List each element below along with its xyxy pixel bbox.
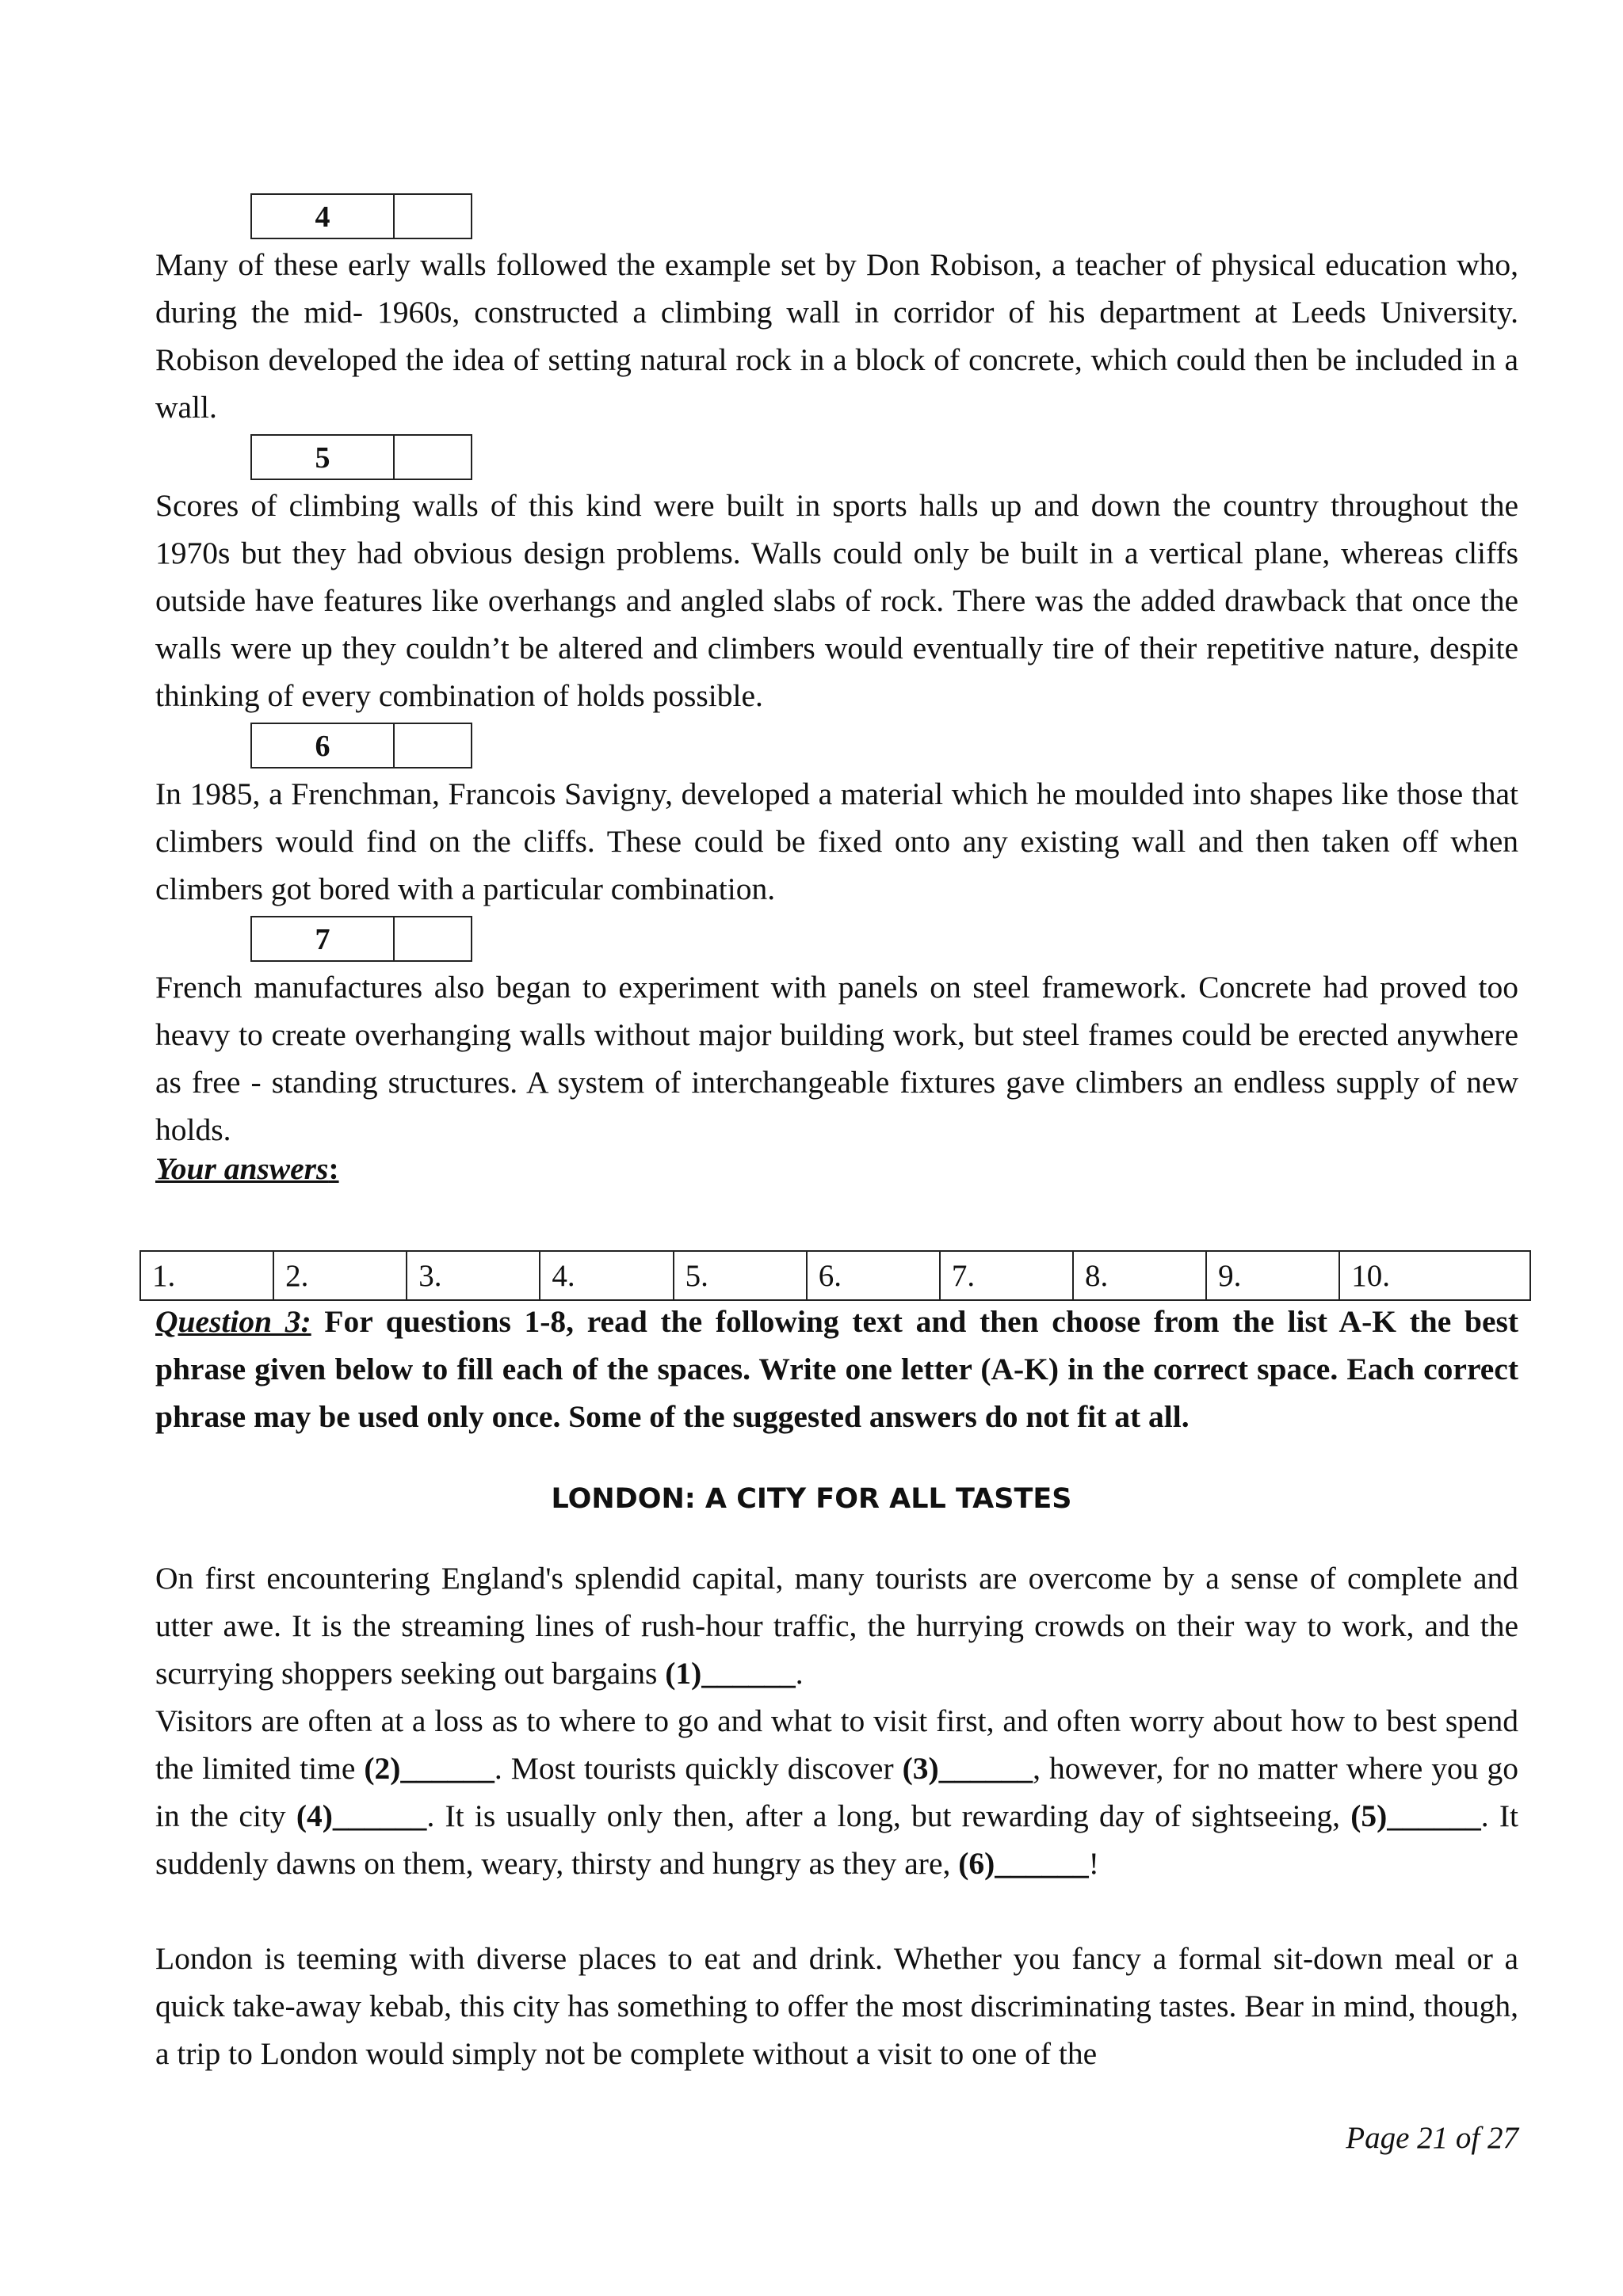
passage-text: ! [1088, 1846, 1099, 1881]
paragraph-number-box [250, 723, 472, 769]
answer-cell[interactable] [395, 195, 471, 238]
passage-paragraph-1 [155, 1554, 1518, 1697]
answer-cell[interactable] [395, 917, 471, 960]
paragraph-number-box [250, 193, 472, 239]
passage-text: . It is usually only then, after a long, but rewarding day of sightseeing, [426, 1798, 1351, 1833]
answers-label [155, 1150, 339, 1187]
answer-cell-3[interactable]: 3. [407, 1251, 540, 1300]
answer-cell-8[interactable]: 8. [1073, 1251, 1206, 1300]
question-3-text: For questions 1-8, read the following text and then choose from the list A-K the best phrase given below to fill each of the spaces. Write one letter (A-K) in the correct space. Each correct phrase may be used only once. Some of the suggested answers do not fit at all. [155, 1304, 1519, 1434]
gap-blank-5[interactable]: (5)______ [1350, 1798, 1481, 1833]
section-paragraph: French manufactures also began to experiment with panels on steel framework. Concrete had proved too heavy to create overhanging walls without major building work, but steel frames could be erected anywhere as free - standing structures. A system of interchangeable fixtures gave climbers an endless supply of new holds. [155, 970, 1518, 1147]
passage-paragraph-2 [155, 1697, 1518, 1887]
section-paragraph: In 1985, a Frenchman, Francois Savigny, developed a material which he moulded into shapes like those that climbers would find on the cliffs. These could be fixed onto any existing wall and then taken off when climbers got bored with a particular combination. [155, 776, 1518, 906]
answer-cell[interactable] [395, 724, 471, 767]
paragraph-number: 6 [252, 724, 395, 767]
page-number: Page 21 of 27 [1346, 2121, 1518, 2155]
paragraph-number: 5 [252, 436, 395, 479]
answers-label-text: Your answers [155, 1151, 329, 1186]
answer-cell-9[interactable]: 9. [1206, 1251, 1339, 1300]
section-paragraph: Many of these early walls followed the example set by Don Robison, a teacher of physical education who, during the mid- 1960s, constructed a climbing wall in corridor of his department at Leeds University. Robison developed the idea of setting natural rock in a block of concrete, which could then be included in a wall. [155, 247, 1518, 425]
answer-cell-7[interactable]: 7. [940, 1251, 1073, 1300]
answer-table [139, 1250, 1531, 1301]
answer-cell[interactable] [395, 436, 471, 479]
answer-cell-1[interactable]: 1. [140, 1251, 273, 1300]
passage-text: . It suddenly dawns on them, weary, thirsty and hungry as they are, [155, 1798, 1518, 1881]
question-3-instructions [155, 1298, 1518, 1440]
answer-cell-10[interactable]: 10. [1339, 1251, 1530, 1300]
answer-cell-5[interactable]: 5. [674, 1251, 807, 1300]
paragraph-number: 4 [252, 195, 395, 238]
answer-row [140, 1251, 1530, 1300]
gap-blank-2[interactable]: (2)______ [364, 1751, 495, 1786]
answers-label-colon: : [328, 1151, 339, 1186]
passage-text: . Most tourists quickly discover [494, 1751, 903, 1786]
question-3-label: Question 3: [155, 1304, 311, 1339]
gap-blank-4[interactable]: (4)______ [296, 1798, 427, 1833]
passage-text: , however, for no matter where you go in the city [155, 1751, 1518, 1833]
answer-cell-6[interactable]: 6. [807, 1251, 940, 1300]
passage-text: On first encountering England's splendid capital, many tourists are overcome by a sense of complete and utter awe. It is the streaming lines of rush-hour traffic, the hurrying crowds on their way to work, and the scurrying shoppers seeking out bargains [155, 1561, 1518, 1691]
paragraph-number-box [250, 916, 472, 962]
passage-title: LONDON: A CITY FOR ALL TASTES [551, 1483, 1072, 1515]
gap-blank-1[interactable]: (1)______ [665, 1656, 796, 1691]
gap-blank-3[interactable]: (3)______ [902, 1751, 1033, 1786]
answer-cell-4[interactable]: 4. [540, 1251, 673, 1300]
gap-blank-6[interactable]: (6)______ [958, 1846, 1089, 1881]
answer-cell-2[interactable]: 2. [273, 1251, 407, 1300]
paragraph-number: 7 [252, 917, 395, 960]
passage-text: Visitors are often at a loss as to where to go and what to visit first, and often worry about how to best spend the limited time [155, 1703, 1518, 1786]
section-paragraph: Scores of climbing walls of this kind were built in sports halls up and down the country throughout the 1970s but they had obvious design problems. Walls could only be built in a vertical plane, whereas cliffs outside have features like overhangs and angled slabs of rock. There was the added drawback that once the walls were up they couldn’t be altered and climbers would eventually tire of their repetitive nature, despite thinking of every combination of holds possible. [155, 488, 1518, 713]
passage-paragraph-3: London is teeming with diverse places to eat and drink. Whether you fancy a formal sit-down meal or a quick take-away kebab, this city has something to offer the most discriminating tastes. Bear in mind, though, a trip to London would simply not be complete without a visit to one of the [155, 1941, 1518, 2071]
passage-text: . [795, 1656, 804, 1691]
paragraph-number-box [250, 434, 472, 480]
